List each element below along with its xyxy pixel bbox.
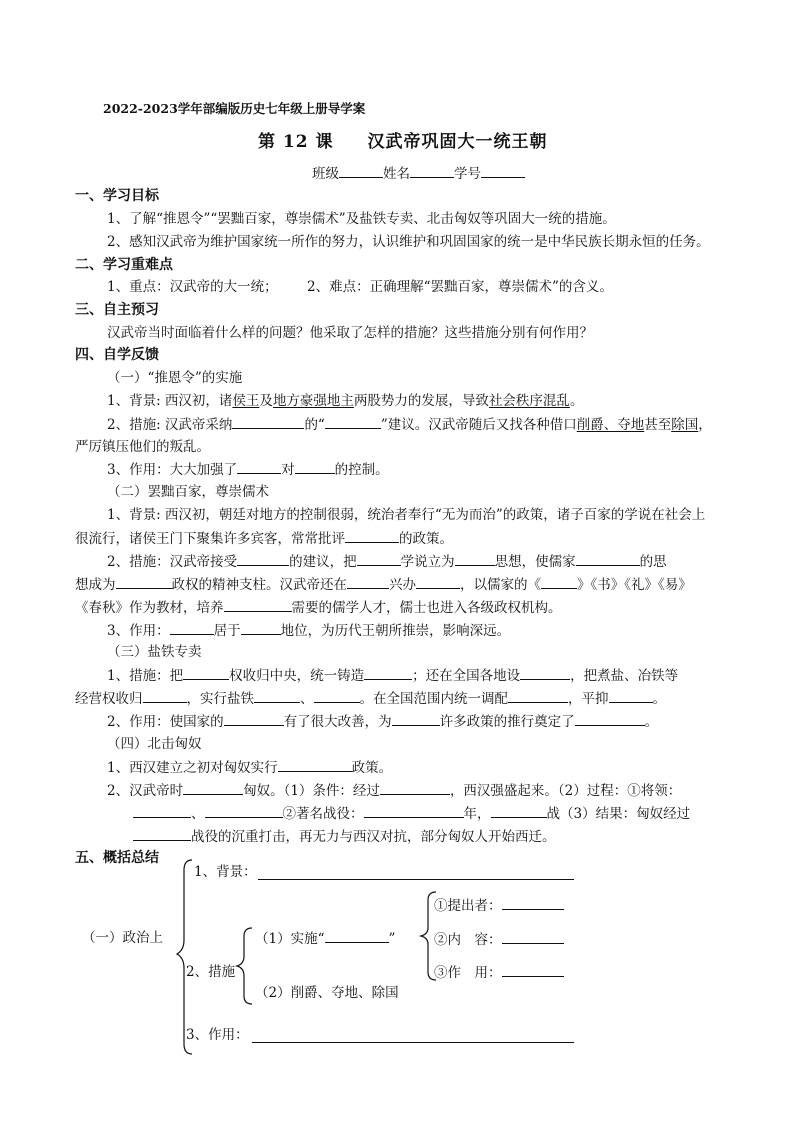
objective-1: 1、了解“推恩令”“罢黜百家，尊崇儒术”及盐铁专卖、北击匈奴等巩固大一统的措施。 — [107, 211, 616, 227]
part1-effect: 3、作用：大大加强了 对 的控制。 — [107, 459, 389, 480]
blank[interactable] — [347, 574, 389, 589]
measures-brace — [236, 926, 256, 1006]
part2-measure-2: 想成为 政权的精神支柱。汉武帝还在 兴办 ，以儒家的《 》《书》《礼》《易》 — [75, 574, 692, 595]
blank[interactable] — [232, 414, 304, 429]
blank[interactable] — [502, 962, 564, 977]
summary-content: ②内 容： — [434, 929, 564, 950]
part4-title: （四）北击匈奴 — [107, 736, 202, 752]
part2-measure-1: 2、措施：汉武帝接受 的建议，把 学说立为 思想，使儒家 的思 — [107, 551, 667, 572]
blank[interactable] — [357, 551, 401, 566]
id-label: 学号 — [454, 166, 481, 182]
blank[interactable] — [183, 780, 243, 795]
lesson-number: 第 12 课 — [258, 132, 334, 152]
id-blank[interactable] — [481, 163, 525, 178]
name-blank[interactable] — [410, 163, 454, 178]
blank[interactable] — [345, 528, 399, 543]
blank[interactable] — [278, 757, 352, 772]
blank[interactable] — [416, 574, 460, 589]
summary-background: 1、背景： — [194, 864, 257, 880]
blank[interactable] — [364, 665, 412, 680]
part1-measure: 2、措施: 汉武帝采纳 的“ ”建议。汉武帝随后又找各种借口削爵、夺地甚至除国， — [107, 414, 712, 435]
blank[interactable] — [241, 620, 281, 635]
part3-title: （三）盐铁专卖 — [107, 644, 202, 660]
blank[interactable] — [455, 551, 495, 566]
section-keypoints-title: 二、学习重难点 — [75, 257, 173, 273]
summary-effect: ③作 用： — [434, 962, 564, 983]
summary-role: 3、作用： — [186, 1027, 249, 1043]
keypoint-1: 1、重点：汉武帝的大一统； — [107, 279, 278, 295]
blank[interactable] — [183, 665, 229, 680]
blank[interactable] — [170, 620, 214, 635]
part2-measure-3: 《春秋》作为教材，培养 需要的儒学人才，儒士也进入各级政权机构。 — [75, 597, 562, 618]
preview-question: 汉武帝当时面临着什么样的问题？他采取了怎样的措施？这些措施分别有何作用？ — [107, 325, 593, 341]
blank[interactable] — [224, 711, 284, 726]
blank[interactable] — [314, 688, 360, 703]
summary-background-blank[interactable] — [258, 879, 574, 880]
part4-line-4: 战役的沉重打击，再无力与西汉对抗，部分匈奴人开始西迁。 — [133, 826, 556, 847]
part2-background-2: 很流行，诸侯王门下聚集许多宾客，常常批评 的政策。 — [75, 528, 453, 549]
part3-measure-1: 1、措施：把 权收归中央，统一铸造 ；还在全国各地设 ，把煮盐、冶铁等 — [107, 665, 678, 686]
blank[interactable] — [491, 803, 547, 818]
blank[interactable] — [541, 574, 577, 589]
section-preview-title: 三、自主预习 — [75, 302, 159, 318]
part2-title: （二）罢黜百家，尊崇儒术 — [107, 484, 269, 500]
blank[interactable] — [364, 803, 464, 818]
summary-proposer: ①提出者： — [434, 895, 564, 916]
part2-effect: 3、作用： 居于 地位，为历代王朝所推崇，影响深远。 — [107, 620, 510, 641]
blank[interactable] — [508, 688, 568, 703]
blank[interactable] — [205, 803, 283, 818]
blank[interactable] — [325, 414, 381, 429]
blank[interactable] — [133, 826, 191, 841]
student-info — [312, 163, 525, 184]
part2-background-1: 1、背景: 西汉初，朝廷对地方的控制很弱，统治者奉行“无为而治”的政策，诸子百家的学说在社会上 — [107, 507, 706, 523]
blank[interactable] — [502, 929, 564, 944]
blank[interactable] — [116, 574, 172, 589]
blank[interactable] — [254, 688, 300, 703]
lesson-title — [258, 127, 548, 152]
blank[interactable] — [133, 803, 191, 818]
keypoint-2: 2、难点：正确理解“罢黜百家，尊崇儒术”的含义。 — [307, 279, 613, 295]
blank[interactable] — [609, 688, 653, 703]
part4-line-2: 2、汉武帝时 匈奴。（1）条件：经过 ，西汉强盛起来。（2）过程：①将领： — [107, 780, 681, 801]
part1-measure-cont: 严厉镇压他们的叛乱。 — [75, 439, 210, 455]
part3-measure-2: 经营权收归 ，实行盐铁 、 。在全国范围内统一调配 ，平抑 。 — [75, 688, 666, 709]
summary-implement: （1）实施“ ” — [255, 928, 395, 949]
blank[interactable] — [237, 459, 281, 474]
part1-background: 1、背景: 西汉初，诸侯王及地方豪强地主两股势力的发展，导致社会秩序混乱。 — [107, 393, 584, 409]
blank[interactable] — [224, 597, 292, 612]
blank[interactable] — [143, 688, 187, 703]
class-label: 班级 — [312, 166, 339, 182]
blank[interactable] — [325, 928, 389, 943]
section-summary-title: 五、概括总结 — [75, 850, 159, 866]
section-objectives-title: 一、学习目标 — [75, 188, 159, 204]
blank[interactable] — [576, 551, 640, 566]
part3-effect: 2、作用：使国家的 有了很大改善，为 许多政策的推行奠定了 。 — [107, 711, 658, 732]
objective-2: 2、感知汉武帝为维护国家统一所作的努力，认识维护和巩固国家的统一是中华民族长期永恒的任务。 — [107, 234, 710, 250]
doc-header: 2022-2023学年部编版历史七年级上册导学案 — [103, 101, 366, 116]
part4-line-1: 1、西汉建立之初对匈奴实行 政策。 — [107, 757, 392, 778]
lesson-name: 汉武帝巩固大一统王朝 — [367, 132, 548, 152]
section-feedback-title: 四、自学反馈 — [75, 347, 159, 363]
part4-line-3: 、 ②著名战役： 年， 战（3）结果：匈奴经过 — [133, 803, 690, 824]
blank[interactable] — [520, 665, 570, 680]
blank[interactable] — [295, 459, 335, 474]
summary-role-blank[interactable] — [252, 1042, 574, 1043]
part1-title: （一）“推恩令”的实施 — [107, 370, 243, 386]
summary-seize: （2）削爵、夺地、除国 — [255, 985, 399, 1001]
blank[interactable] — [502, 895, 564, 910]
blank[interactable] — [380, 780, 450, 795]
summary-measures: 2、措施 — [186, 964, 236, 980]
blank[interactable] — [575, 711, 645, 726]
class-blank[interactable] — [339, 163, 383, 178]
politics-label: （一）政治上 — [82, 930, 163, 946]
blank[interactable] — [237, 551, 289, 566]
blank[interactable] — [392, 711, 440, 726]
name-label: 姓名 — [383, 166, 410, 182]
